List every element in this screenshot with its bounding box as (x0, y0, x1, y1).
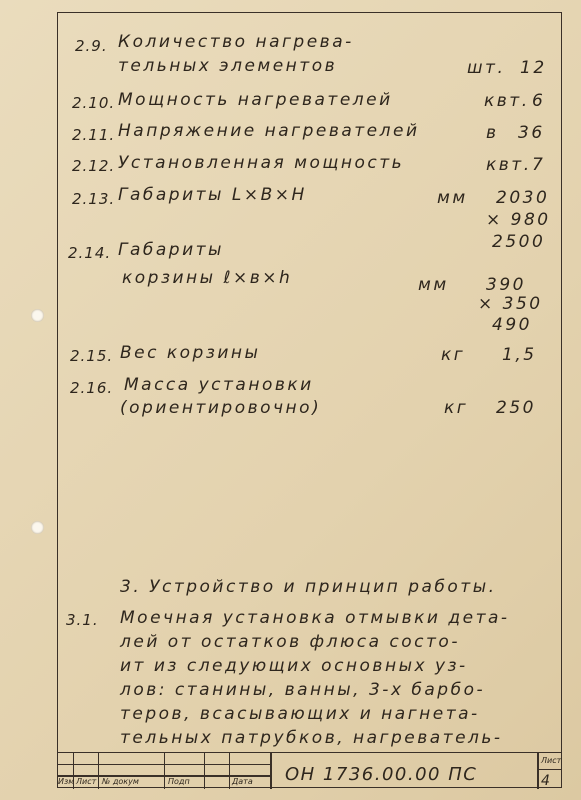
spec-value: 2500 (492, 232, 546, 252)
spec-label: Масса установки (124, 375, 314, 395)
spec-label: Напряжение нагревателей (118, 121, 420, 141)
spec-label: корзины ℓ×в×h (122, 268, 293, 288)
spec-value: 6 (532, 91, 546, 111)
document-code: ОН 1736.00.00 ПС (285, 764, 478, 785)
spec-number: 2.13. (72, 190, 116, 208)
spec-number: 2.12. (72, 157, 116, 175)
spec-value: × 980 (486, 210, 551, 230)
spec-label: Габариты L×B×H (118, 185, 307, 205)
spec-value: 1,5 (502, 345, 537, 365)
title-block-label: Изм (58, 777, 75, 786)
spec-value: 7 (532, 155, 546, 175)
spec-value: 2030 (496, 188, 550, 208)
title-block-label: Подп (168, 777, 190, 786)
sheet-number: 4 (541, 773, 550, 789)
spec-number: 2.10. (72, 94, 116, 112)
spec-value: × 350 (478, 294, 543, 314)
title-block-label: № докум (102, 777, 139, 786)
spec-unit: в (486, 123, 499, 143)
spec-number: 2.16. (70, 379, 114, 397)
spec-number: 2.9. (75, 37, 108, 55)
spec-value: 490 (492, 315, 532, 335)
paragraph-line: Моечная установка отмывки дета- (120, 608, 510, 628)
spec-label: Количество нагрева- (118, 32, 354, 52)
spec-unit: шт. (467, 58, 506, 78)
spec-value: 250 (496, 398, 536, 418)
spec-label: Вес корзины (120, 343, 261, 363)
paragraph-line: лей от остатков флюса состо- (120, 632, 460, 652)
title-block-label: Дата (232, 777, 253, 786)
spec-unit: кг (441, 345, 466, 365)
sheet-label: Лист (541, 756, 562, 765)
spec-label: (ориентировочно) (120, 398, 322, 418)
spec-label: Установленная мощность (118, 153, 405, 173)
spec-number: 2.11. (72, 126, 116, 144)
spec-unit: мм (418, 275, 449, 295)
spec-number: 2.14. (68, 244, 112, 262)
title-block-label: Лист (76, 777, 97, 786)
paragraph-line: теров, всасывающих и нагнета- (120, 704, 480, 724)
spec-label: Мощность нагревателей (118, 90, 393, 110)
spec-unit: квт. (486, 155, 532, 175)
section-heading: 3. Устройство и принцип работы. (120, 577, 497, 597)
spec-label: Габариты (118, 240, 224, 260)
spec-unit: мм (437, 188, 468, 208)
section-number: 3.1. (66, 611, 99, 629)
paragraph-line: ит из следующих основных уз- (120, 656, 468, 676)
punch-hole (31, 521, 44, 534)
spec-unit: кг (444, 398, 469, 418)
spec-number: 2.15. (70, 347, 114, 365)
spec-unit: квт. (484, 91, 530, 111)
paragraph-line: лов: станины, ванны, 3-х барбо- (120, 680, 486, 700)
spec-label: тельных элементов (118, 56, 338, 76)
punch-hole (31, 309, 44, 322)
spec-value: 12 (520, 58, 547, 78)
title-block (57, 752, 562, 788)
spec-value: 390 (486, 275, 526, 295)
spec-value: 36 (518, 123, 545, 143)
paragraph-line: тельных патрубков, нагреватель- (120, 728, 503, 748)
